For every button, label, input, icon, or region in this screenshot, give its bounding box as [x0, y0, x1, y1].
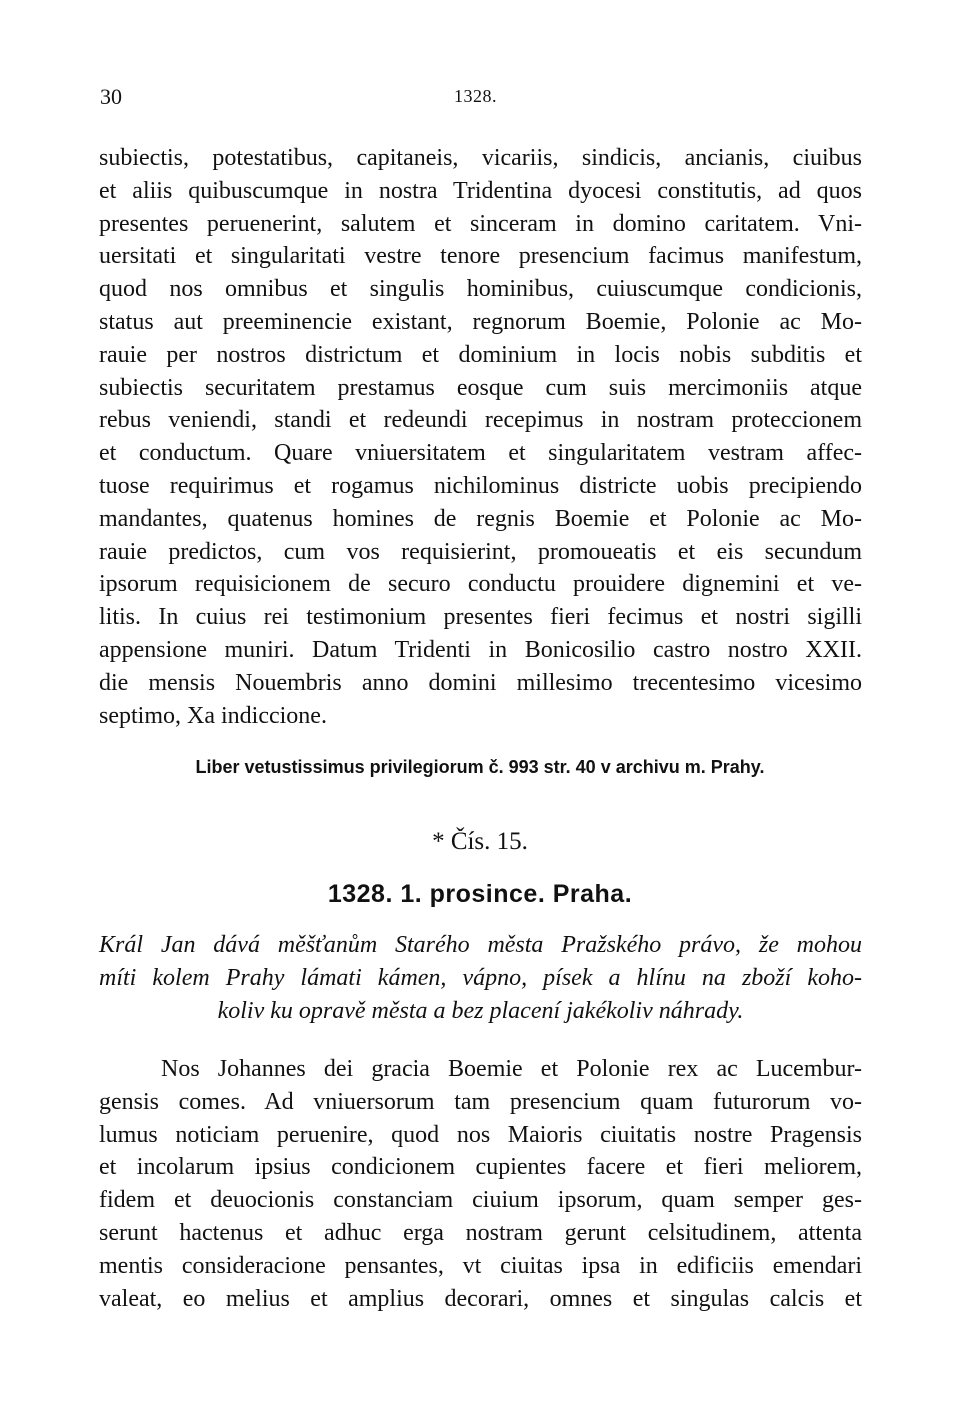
text-line: et aliis quibuscumque in nostra Tridentina dyocesi constitutis, ad quos — [99, 177, 862, 204]
regest-line: míti kolem Prahy lámati kámen, vápno, písek a hlínu na zboží koho- — [99, 965, 862, 991]
text-line: quod nos omnibus et singulis hominibus, cuiuscumque condicionis, — [99, 276, 862, 303]
text-line: gensis comes. Ad vniuersorum tam presencium quam futurorum vo- — [99, 1088, 862, 1115]
regest — [99, 929, 862, 1028]
regest-line: koliv ku opravě města a bez placení jakékoliv náhrady. — [217, 998, 744, 1024]
text-line: et incolarum ipsius condicionem cupientes facere et fieri meliorem, — [99, 1154, 862, 1181]
regest-line: Král Jan dává měšťanům Starého města Pražského právo, že mohou — [99, 932, 862, 958]
document-1-text — [99, 142, 862, 732]
text-line: die mensis Nouembris anno domini millesimo trecentesimo vicesimo — [99, 669, 862, 696]
text-line: mandantes, quatenus homines de regnis Boemie et Polonie ac Mo- — [99, 505, 862, 532]
text-line: rauie predictos, cum vos requisierint, promoueatis et eis secundum — [99, 538, 862, 565]
text-line: tuose requirimus et rogamus nichilominus districte uobis precipiendo — [99, 472, 862, 499]
text-line: ipsorum requisicionem de securo conductu prouidere dignemini et ve- — [99, 571, 862, 598]
page-number: 30 — [100, 84, 122, 109]
document-number: * Čís. 15. — [432, 828, 528, 855]
text-line: lumus noticiam peruenire, quod nos Maioris ciuitatis nostre Pragensis — [99, 1121, 862, 1148]
document-2-text — [99, 1053, 862, 1315]
text-line: Nos Johannes dei gracia Boemie et Polonie rex ac Lucembur- — [161, 1056, 862, 1082]
running-head: 1328. — [454, 86, 497, 106]
text-line: presentes peruenerint, salutem et sinceram in domino caritatem. Vni- — [99, 210, 862, 237]
text-line: appensione muniri. Datum Tridenti in Bonicosilio castro nostro XXII. — [99, 636, 862, 663]
text-line: mentis consideracione pensantes, vt ciuitas ipsa in edificiis emendari — [99, 1252, 862, 1279]
text-line: et conductum. Quare vniuersitatem et singularitatem vestram affec- — [99, 440, 862, 467]
document-heading: 1328. 1. prosince. Praha. — [327, 880, 633, 908]
text-line: septimo, Xa indiccione. — [99, 702, 327, 729]
text-line: subiectis, potestatibus, capitaneis, vicariis, sindicis, ancianis, ciuibus — [99, 145, 862, 171]
text-line: subiectis securitatem prestamus eosque cum suis mercimoniis atque — [99, 374, 862, 401]
text-line: fidem et deuocionis constanciam ciuium ipsorum, quam semper ges- — [99, 1187, 862, 1214]
text-line: rebus veniendi, standi et redeundi recepimus in nostram proteccionem — [99, 407, 862, 434]
text-line: rauie per nostros districtum et dominium in locis nobis subditis et — [99, 341, 862, 368]
text-line: valeat, eo melius et amplius decorari, omnes et singulas calcis et — [99, 1285, 862, 1312]
source-note: Liber vetustissimus privilegiorum č. 993 str. 40 v archivu m. Prahy. — [195, 757, 765, 777]
text-line: status aut preeminencie existant, regnorum Boemie, Polonie ac Mo- — [99, 308, 862, 335]
text-line: uersitati et singularitati vestre tenore presencium facimus manifestum, — [99, 243, 862, 270]
text-line: litis. In cuius rei testimonium presentes fieri fecimus et nostri sigilli — [99, 604, 862, 631]
text-line: serunt hactenus et adhuc erga nostram gerunt celsitudinem, attenta — [99, 1219, 862, 1246]
